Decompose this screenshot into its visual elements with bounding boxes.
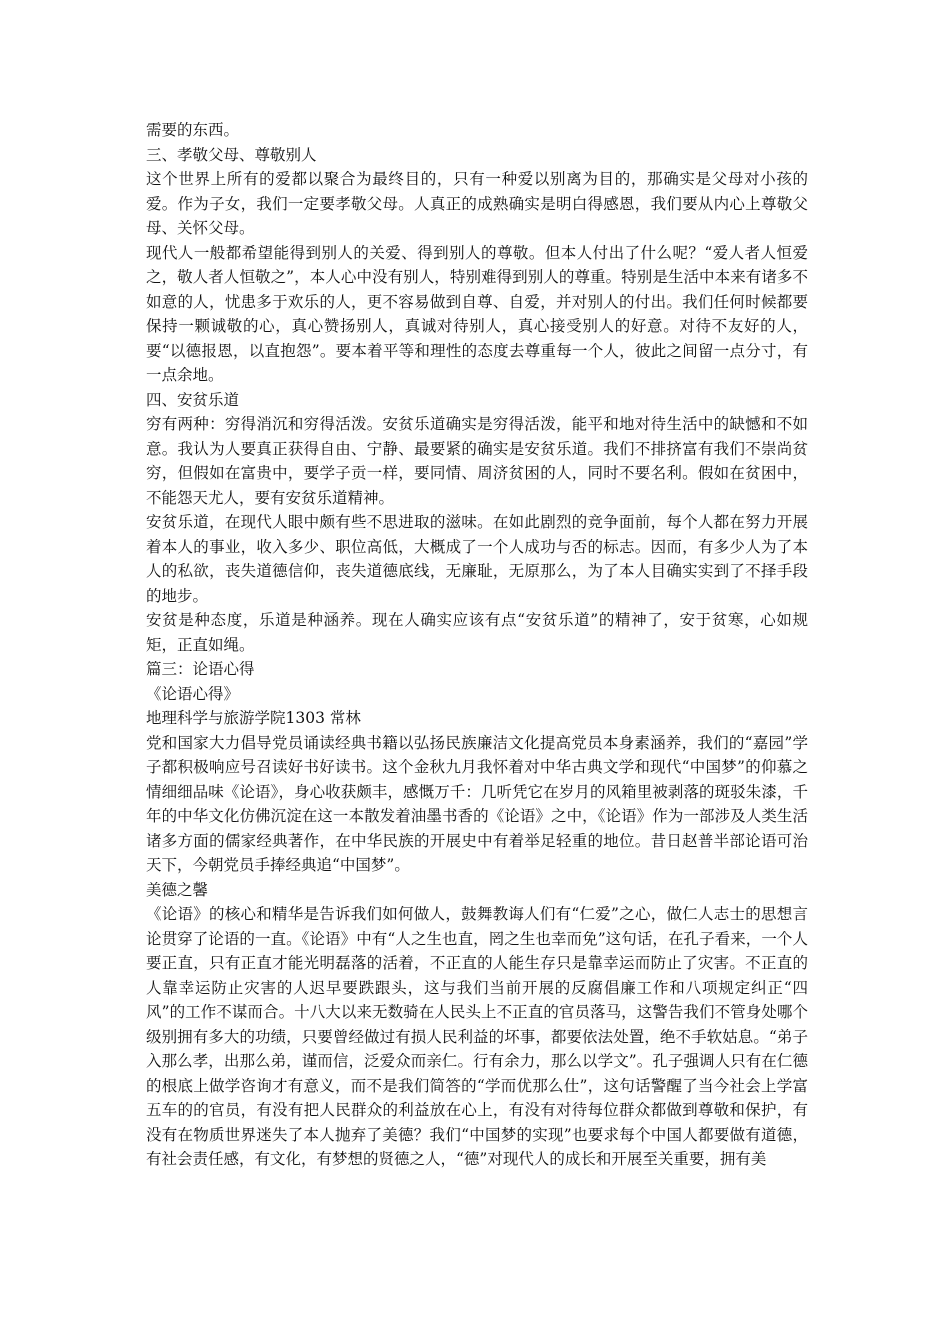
- section-heading-contentment: 四、安贫乐道: [146, 390, 240, 409]
- author-line: 地理科学与旅游学院1303 常林: [146, 709, 361, 727]
- paragraph-parent-love: 这个世界上所有的爱都以聚合为最终目的，只有一种爱以别离为目的，那确实是父母对小孩的爱。作为子女，我们一定要孝敬父母。人真正的成熟确实是明白得感恩，我们要从内心上尊敬父母、关怀父母。: [146, 170, 808, 237]
- paragraph-two-kinds-of-poverty: 穷有两种：穷得消沉和穷得活泼。安贫乐道确实是穷得活泼，能平和地对待生活中的缺憾和不如意。我认为人要真正获得自由、宁静、最要紧的确实是安贫乐道。我们不排挤富有我们不崇尚贫穷，但假如在富贵中，要学子贡一样，要同情、周济贫困的人，同时不要名利。假如在贫困中，不能怨天尤人，要有安贫乐道精神。: [146, 415, 808, 507]
- paragraph-continuation: 需要的东西。: [146, 121, 240, 139]
- paragraph-modern-view: 安贫乐道，在现代人眼中颇有些不思进取的滋味。在如此剧烈的竞争面前，每个人都在努力开展着本人的事业，收入多少、职位高低，大概成了一个人成功与否的标志。因而，有多少人为了本人的私欲，丧失道德信仰，丧失道德底线，无廉耻，无原那么，为了本人目确实实到了不择手段的地步。: [146, 513, 808, 605]
- paragraph-virtue: 《论语》的核心和精华是告诉我们如何做人，鼓舞教诲人们有“仁爱”之心，做仁人志士的思想言论贯穿了论语的一直。《论语》中有“人之生也直，罔之生也幸而免”这句话，在孔子看来，一个人要正直，只有正直才能光明磊落的活着，不正直的人能生存只是靠幸运而防止了灾害。不正直的人靠幸运防止灾害的人迟早要跌跟头，这与我们当前开展的反腐倡廉工作和八项规定纠正“四风”的工作不谋而合。十八大以来无数骑在人民头上不正直的官员落马，这警告我们不管身处哪个级别拥有多大的功绩，只要曾经做过有损人民利益的坏事，都要依法处置，绝不手软姑息。“弟子入那么孝，出那么弟，谨而信，泛爱众而亲仁。行有余力，那么以学文”。孔子强调人只有在仁德的根底上做学咨询才有意义，而不是我们简答的“学而优那么仕”，这句话警醒了当今社会上学富五车的的官员，有没有把人民群众的利益放在心上，有没有对待每位群众都做到尊敬和保护，有没有在物质世界迷失了本人抛弃了美德？我们“中国梦的实现”也要求每个中国人都要做有道德，有社会责任感，有文化，有梦想的贤德之人，“德”对现代人的成长和开展至关重要，拥有美: [146, 905, 808, 1168]
- section-heading-filial-respect: 三、孝敬父母、尊敬别人: [146, 145, 317, 164]
- paragraph-respect-others: 现代人一般都希望能得到别人的关爱、得到别人的尊敬。但本人付出了什么呢？“爱人者人恒爱之，敬人者人恒敬之”，本人心中没有别人，特别难得到别人的尊重。特别是生活中本来有诸多不如意的人，忧患多于欢乐的人，更不容易做到自尊、自爱，并对别人的付出。我们任何时候都要保持一颗诚敬的心，真心赞扬别人，真诚对待别人，真心接受别人的好意。对待不友好的人，要“以德报恩，以直抱怨”。要本着平等和理性的态度去尊重每一个人，彼此之间留一点分寸，有一点余地。: [146, 243, 808, 384]
- chapter-heading: 篇三：论语心得: [146, 660, 255, 678]
- document-page: [146, 118, 808, 1172]
- section-heading-virtue: 美德之馨: [146, 880, 209, 899]
- paragraph-introduction: 党和国家大力倡导党员诵读经典书籍以弘扬民族廉洁文化提高党员本身素涵养，我们的“嘉园”学子都积极响应号召读好书好读书。这个金秋九月我怀着对中华古典文学和现代“中国梦”的仰慕之情细细品味《论语》，身心收获颇丰，感慨万千：几听凭它在岁月的风箱里被剥落的斑驳朱漆，千年的中华文化仿佛沉淀在这一本散发着油墨书香的《论语》之中，《论语》作为一部涉及人类生活诸多方面的儒家经典著作，在中华民族的开展史中有着举足轻重的地位。昔日赵普半部论语可治天下，今朝党员手捧经典追“中国梦”。: [146, 733, 808, 874]
- paragraph-attitude: 安贫是种态度，乐道是种涵养。现在人确实应该有点“安贫乐道”的精神了，安于贫寒，心如规矩，正直如绳。: [146, 611, 808, 654]
- essay-title: 《论语心得》: [146, 684, 240, 703]
